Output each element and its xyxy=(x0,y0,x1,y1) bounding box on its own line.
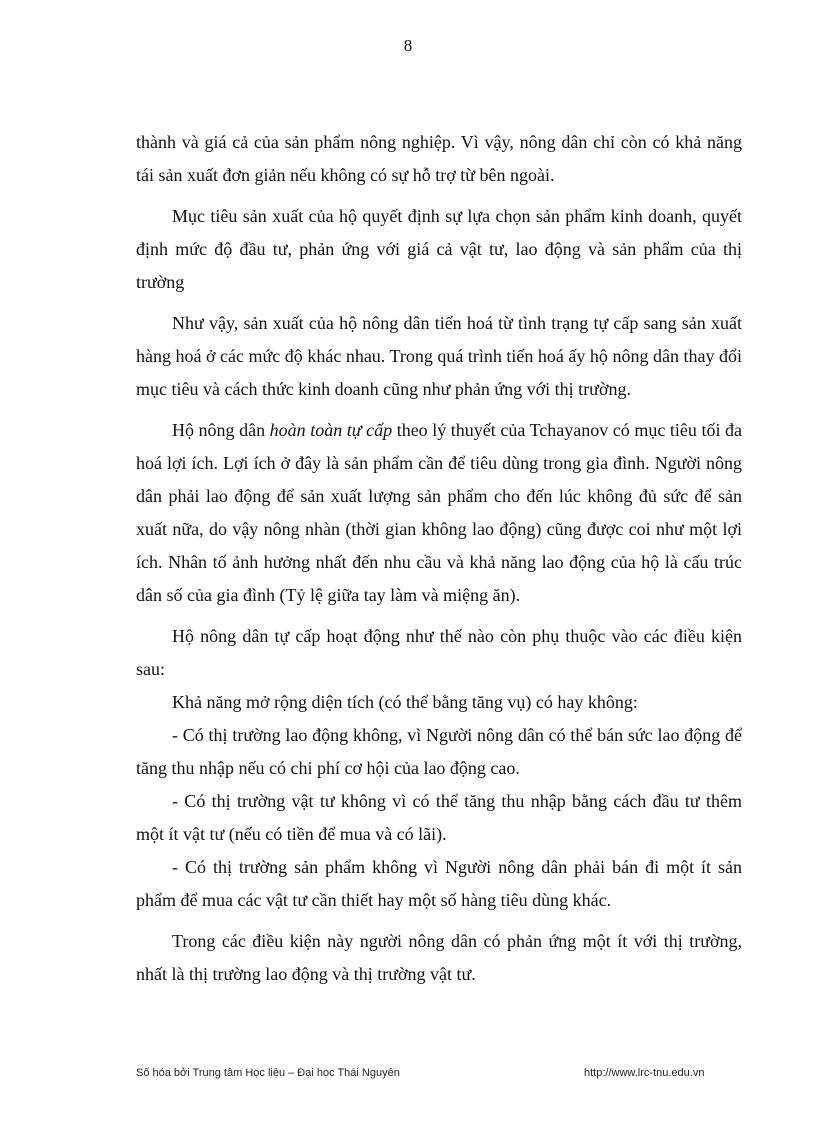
list-item-product-market: - Có thị trường sản phẩm không vì Người nông dân phải bán đi một ít sản phẩm để mua các vật tư cần thiết hay một số hàng tiêu dùng khác. xyxy=(136,857,742,910)
paragraph-self-sufficient-rest: theo lý thuyết của Tchayanov có mục tiêu tối đa hoá lợi ích. Lợi ích ở đây là sản phẩm cần để tiêu dùng trong gia đình. Người nông dân phải lao động để sản xuất lượng sản phẩm cho đến lúc không đủ sức để sản xuất nữa, do vậy nông nhàn (thời gian không lao động) cũng được coi như một lợi ích. Nhân tố ảnh hưởng nhất đến nhu cầu và khả năng lao động của hộ là cấu trúc dân số của gia đình (Tỷ lệ giữa tay làm và miệng ăn). xyxy=(136,420,742,605)
list-item-input-market: - Có thị trường vật tư không vì có thể tăng thu nhập bằng cách đầu tư thêm một ít vật tư (nếu có tiền để mua và có lãi). xyxy=(136,791,742,844)
paragraph-self-sufficient xyxy=(136,414,742,612)
list-item-labor-market: - Có thị trường lao động không, vì Người nông dân có thể bán sức lao động để tăng thu nhập nếu có chi phí cơ hội của lao động cao. xyxy=(136,725,742,778)
paragraph-continuation: thành và giá cả của sản phẩm nông nghiệp. Vì vậy, nông dân chỉ còn có khả năng tái sản xuất đơn giản nếu không có sự hỗ trợ từ bên ngoài. xyxy=(136,132,742,185)
paragraph-land-expansion: Khả năng mở rộng diện tích (có thể bằng tăng vụ) có hay không: xyxy=(172,692,638,712)
paragraph-evolution: Như vậy, sản xuất của hộ nông dân tiến hoá từ tình trạng tự cấp sang sản xuất hàng hoá ở các mức độ khác nhau. Trong quá trình tiến hoá ấy hộ nông dân thay đổi mục tiêu và cách thức kinh doanh cũng như phản ứng với thị trường. xyxy=(136,313,742,399)
body-text xyxy=(136,126,742,991)
paragraph-self-sufficient-lead: Hộ nông dân xyxy=(172,420,270,440)
paragraph-market-response: Trong các điều kiện này người nông dân có phản ứng một ít với thị trường, nhất là thị trường lao động và thị trường vật tư. xyxy=(136,931,742,984)
paragraph-conditions: Hộ nông dân tự cấp hoạt động như thế nào còn phụ thuộc vào các điều kiện sau: xyxy=(136,626,742,679)
footer-source: Số hóa bởi Trung tâm Học liệu – Đại học Thái Nguyên xyxy=(136,1067,400,1079)
page-number: 8 xyxy=(403,36,413,55)
footer-url: http://www.lrc-tnu.edu.vn xyxy=(584,1067,705,1079)
paragraph-production-goal: Mục tiêu sản xuất của hộ quyết định sự lựa chọn sản phẩm kinh doanh, quyết định mức độ đầu tư, phản ứng với giá cả vật tư, lao động và sản phẩm của thị trường xyxy=(136,206,742,292)
emphasis-self-sufficient: hoàn toàn tự cấp xyxy=(269,420,393,440)
